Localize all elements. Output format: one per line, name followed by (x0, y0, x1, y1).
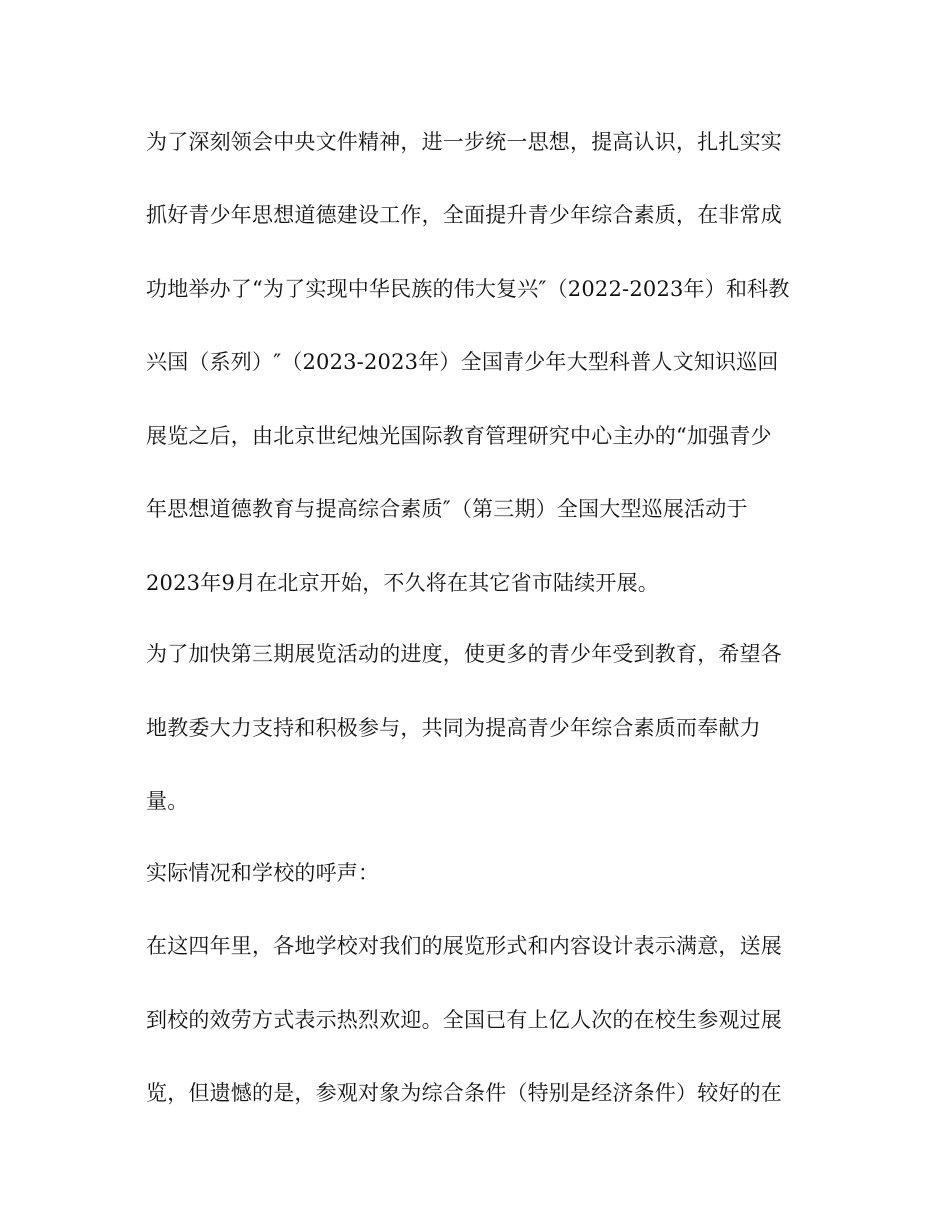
text-line: 到校的效劳方式表示热烈欢迎。全国已有上亿人次的在校生参观过展 (146, 1008, 782, 1032)
section-heading: 实际情况和学校的呼声： (146, 861, 380, 885)
text-line: 展览之后，由北京世纪烛光国际教育管理研究中心主办的“加强青少 (146, 424, 772, 448)
text-line: 为了深刻领会中央文件精神，进一步统一思想，提高认识，扎扎实实 (146, 130, 782, 154)
text-line: 兴国（系列）″（2023-2023年）全国青少年大型科普人文知识巡回 (146, 350, 779, 374)
text-line: 功地举办了“为了实现中华民族的伟大复兴″（2022-2023年）和科教 (146, 277, 790, 301)
text-line: 地教委大力支持和积极参与，共同为提高青少年综合素质而奉献力 (146, 716, 761, 740)
text-line: 抓好青少年思想道德建设工作，全面提升青少年综合素质，在非常成 (146, 203, 782, 227)
text-line: 在这四年里，各地学校对我们的展览形式和内容设计表示满意，送展 (146, 934, 782, 958)
text-line: 年思想道德教育与提高综合素质″（第三期）全国大型巡展活动于 (146, 497, 748, 521)
text-line: 览，但遗憾的是，参观对象为综合条件（特别是经济条件）较好的在 (146, 1081, 782, 1105)
text-line: 为了加快第三期展览活动的进度，使更多的青少年受到教育，希望各 (146, 642, 782, 666)
text-line: 2023年9月在北京开始，不久将在其它省市陆续开展。 (146, 571, 660, 595)
text-line: 量。 (146, 789, 189, 813)
